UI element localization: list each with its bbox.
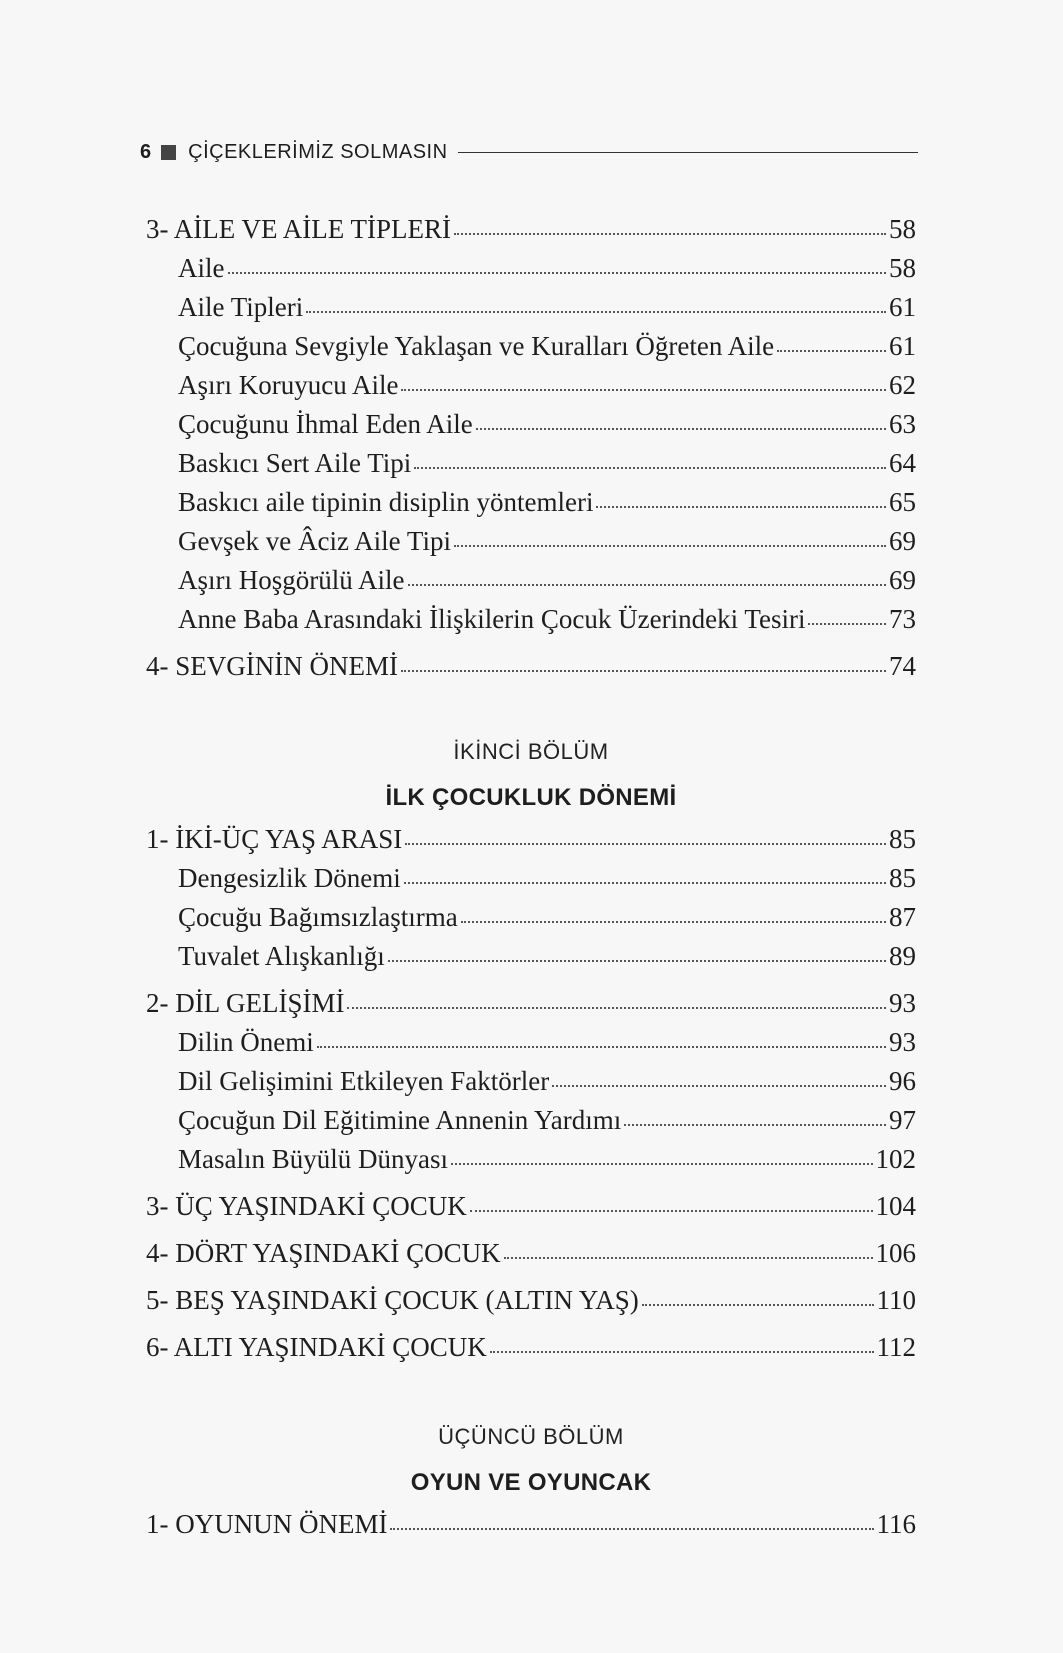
toc-entry-title: 4- DÖRT YAŞINDAKİ ÇOCUK [146, 1238, 501, 1268]
toc-entry-title: Baskıcı Sert Aile Tipi [178, 448, 412, 478]
toc-entry-page: 61 [889, 292, 916, 322]
running-title: ÇİÇEKLERİMİZ SOLMASIN [188, 140, 448, 163]
toc-entry-page: 85 [889, 824, 916, 854]
running-header [140, 138, 918, 166]
toc-entry-page: 106 [875, 1238, 916, 1268]
toc-entry-title: 6- ALTI YAŞINDAKİ ÇOCUK [146, 1332, 487, 1362]
toc-entry [146, 1062, 916, 1101]
toc-entry-page: 74 [889, 651, 916, 681]
dot-leader [408, 580, 887, 586]
toc-entry-title: Baskıcı aile tipinin disiplin yöntemleri [178, 487, 594, 517]
toc-entry-page: 102 [875, 1144, 916, 1174]
toc-entry-page: 89 [889, 941, 916, 971]
toc-entry-title: Dil Gelişimini Etkileyen Faktörler [178, 1066, 550, 1096]
dot-leader [642, 1300, 874, 1306]
toc-entry [146, 288, 916, 327]
toc-entry-title: Aşırı Hoşgörülü Aile [178, 565, 405, 595]
dot-leader [401, 666, 886, 672]
dot-leader [470, 1206, 873, 1212]
toc-entry-title: 2- DİL GELİŞİMİ [146, 988, 345, 1018]
toc-entry [146, 984, 916, 1023]
dot-leader [777, 346, 886, 352]
dot-leader [401, 385, 886, 391]
toc-entry [146, 937, 916, 976]
toc-entry [146, 1023, 916, 1062]
square-bullet-icon [161, 145, 176, 160]
toc-entry [146, 1187, 916, 1226]
table-of-contents [146, 210, 916, 1544]
toc-entry-page: 97 [889, 1105, 916, 1135]
toc-entry-title: Dengesizlik Dönemi [178, 863, 401, 893]
toc-entry-page: 61 [889, 331, 916, 361]
toc-entry [146, 1328, 916, 1367]
toc-group-section-two [146, 820, 916, 1367]
toc-entry [146, 405, 916, 444]
toc-entry-page: 85 [889, 863, 916, 893]
toc-entry-page: 112 [876, 1332, 916, 1362]
toc-entry-page: 65 [889, 487, 916, 517]
toc-entry-title: 3- AİLE VE AİLE TİPLERİ [146, 214, 451, 244]
toc-entry-title: 4- SEVGİNİN ÖNEMİ [146, 651, 398, 681]
toc-entry-page: 87 [889, 902, 916, 932]
toc-entry-page: 96 [889, 1066, 916, 1096]
toc-group-chapter-one [146, 210, 916, 686]
dot-leader [317, 1042, 886, 1048]
toc-entry-title: 3- ÜÇ YAŞINDAKİ ÇOCUK [146, 1191, 467, 1221]
toc-entry-title: 5- BEŞ YAŞINDAKİ ÇOCUK (ALTIN YAŞ) [146, 1285, 639, 1315]
dot-leader [306, 307, 886, 313]
toc-entry [146, 647, 916, 686]
dot-leader [390, 1524, 873, 1530]
toc-entry-title: Tuvalet Alışkanlığı [178, 941, 385, 971]
section-two [146, 732, 916, 1367]
dot-leader [388, 956, 886, 962]
toc-entry [146, 522, 916, 561]
dot-leader [451, 1159, 873, 1165]
toc-entry-page: 69 [889, 565, 916, 595]
toc-entry-title: 1- İKİ-ÜÇ YAŞ ARASI [146, 824, 403, 854]
dot-leader [504, 1253, 873, 1259]
header-rule [458, 152, 918, 153]
toc-entry-title: Çocuğun Dil Eğitimine Annenin Yardımı [178, 1105, 622, 1135]
toc-entry-title: Masalın Büyülü Dünyası [178, 1144, 448, 1174]
toc-entry-title: Gevşek ve Âciz Aile Tipi [178, 526, 451, 556]
toc-entry [146, 1234, 916, 1273]
toc-entry-page: 110 [876, 1285, 916, 1315]
toc-entry-page: 63 [889, 409, 916, 439]
toc-entry-page: 64 [889, 448, 916, 478]
dot-leader [461, 917, 886, 923]
dot-leader [596, 502, 886, 508]
toc-entry-title: Çocuğu Bağımsızlaştırma [178, 902, 458, 932]
section-label: ÜÇÜNCÜ BÖLÜM [438, 1424, 624, 1449]
toc-entry [146, 600, 916, 639]
toc-entry [146, 444, 916, 483]
dot-leader [624, 1120, 886, 1126]
toc-entry [146, 561, 916, 600]
dot-leader [454, 229, 886, 235]
dot-leader [490, 1347, 874, 1353]
dot-leader [476, 424, 886, 430]
toc-entry [146, 1505, 916, 1544]
toc-entry-page: 62 [889, 370, 916, 400]
toc-entry [146, 859, 916, 898]
toc-group-section-three [146, 1505, 916, 1544]
toc-entry-page: 69 [889, 526, 916, 556]
toc-entry [146, 820, 916, 859]
dot-leader [347, 1003, 886, 1009]
dot-leader [552, 1081, 886, 1087]
section-label: İKİNCİ BÖLÜM [453, 739, 609, 764]
toc-entry-page: 93 [889, 1027, 916, 1057]
toc-entry [146, 210, 916, 249]
toc-entry-title: Çocuğunu İhmal Eden Aile [178, 409, 473, 439]
dot-leader [404, 878, 886, 884]
dot-leader [454, 541, 886, 547]
toc-entry [146, 1281, 916, 1320]
dot-leader [808, 619, 886, 625]
toc-entry [146, 249, 916, 288]
toc-entry-title: 1- OYUNUN ÖNEMİ [146, 1509, 388, 1539]
dot-leader [405, 839, 886, 845]
section-title: OYUN VE OYUNCAK [410, 1469, 652, 1496]
toc-entry [146, 1101, 916, 1140]
toc-entry-title: Aile Tipleri [178, 292, 304, 322]
toc-entry [146, 366, 916, 405]
toc-entry-page: 116 [876, 1509, 916, 1539]
toc-entry-page: 73 [889, 604, 916, 634]
toc-entry [146, 483, 916, 522]
toc-entry-title: Aşırı Koruyucu Aile [178, 370, 399, 400]
toc-entry-title: Dilin Önemi [178, 1027, 314, 1057]
section-title: İLK ÇOCUKLUK DÖNEMİ [385, 784, 677, 811]
toc-entry [146, 327, 916, 366]
dot-leader [228, 268, 887, 274]
toc-entry-page: 104 [875, 1191, 916, 1221]
page-number: 6 [140, 140, 152, 163]
toc-entry-title: Aile [178, 253, 225, 283]
dot-leader [414, 463, 886, 469]
toc-entry-page: 93 [889, 988, 916, 1018]
toc-entry [146, 898, 916, 937]
section-three [146, 1417, 916, 1544]
toc-entry-title: Anne Baba Arasındaki İlişkilerin Çocuk Üzerindeki Tesiri [178, 604, 806, 634]
toc-entry [146, 1140, 916, 1179]
toc-entry-title: Çocuğuna Sevgiyle Yaklaşan ve Kuralları Öğreten Aile [178, 331, 775, 361]
toc-entry-page: 58 [889, 214, 916, 244]
toc-entry-page: 58 [889, 253, 916, 283]
